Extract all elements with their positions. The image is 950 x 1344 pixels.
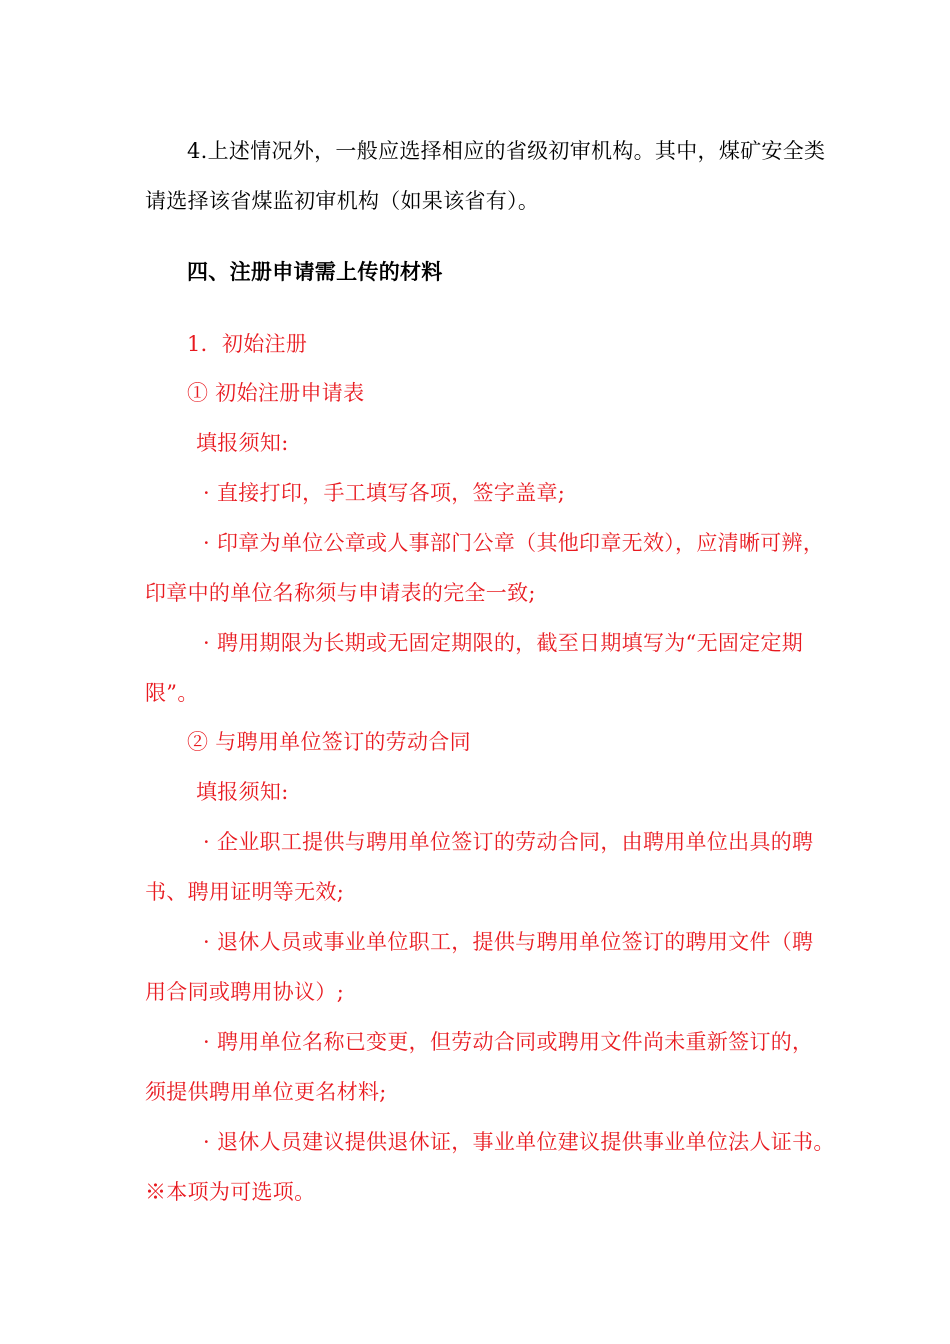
item1-title: ① 初始注册申请表	[187, 381, 365, 405]
item2-bullet-1-line-1: · 企业职工提供与聘用单位签订的劳动合同，由聘用单位出具的聘	[203, 830, 814, 854]
item1-bullet-2-line-1: · 印章为单位公章或人事部门公章（其他印章无效），应清晰可辨，	[203, 531, 825, 555]
item2-bullet-1-line-2: 书、聘用证明等无效;	[145, 880, 345, 904]
item2-title: ② 与聘用单位签订的劳动合同	[187, 730, 471, 754]
item1-bullet-3-line-2: 限”。	[145, 681, 199, 705]
item1-notice-label: 填报须知:	[196, 431, 289, 455]
item2-bullet-3-line-1: · 聘用单位名称已变更，但劳动合同或聘用文件尚未重新签订的，	[203, 1030, 814, 1054]
item1-bullet-2-line-2: 印章中的单位名称须与申请表的完全一致;	[145, 581, 536, 605]
item1-bullet-3-line-1: · 聘用期限为长期或无固定期限的，截至日期填写为“无固定定期	[203, 631, 804, 655]
subsection-title: 1．初始注册	[187, 332, 308, 356]
item2-bullet-2-line-2: 用合同或聘用协议）;	[145, 980, 345, 1004]
item2-notice-label: 填报须知:	[196, 780, 289, 804]
item1-bullet-1: · 直接打印，手工填写各项，签字盖章;	[203, 481, 566, 505]
section-heading: 四、注册申请需上传的材料	[187, 260, 443, 284]
item2-bullet-4-line-1: · 退休人员建议提供退休证，事业单位建议提供事业单位法人证书。	[203, 1130, 835, 1154]
intro-paragraph-line-2: 请选择该省煤监初审机构（如果该省有）。	[145, 189, 540, 213]
intro-paragraph-line-1: 4.上述情况外，一般应选择相应的省级初审机构。其中，煤矿安全类	[187, 139, 826, 163]
item2-bullet-2-line-1: · 退休人员或事业单位职工，提供与聘用单位签订的聘用文件（聘	[203, 930, 814, 954]
item2-bullet-3-line-2: 须提供聘用单位更名材料;	[145, 1080, 387, 1104]
item2-bullet-4-line-2: ※本项为可选项。	[145, 1180, 316, 1204]
